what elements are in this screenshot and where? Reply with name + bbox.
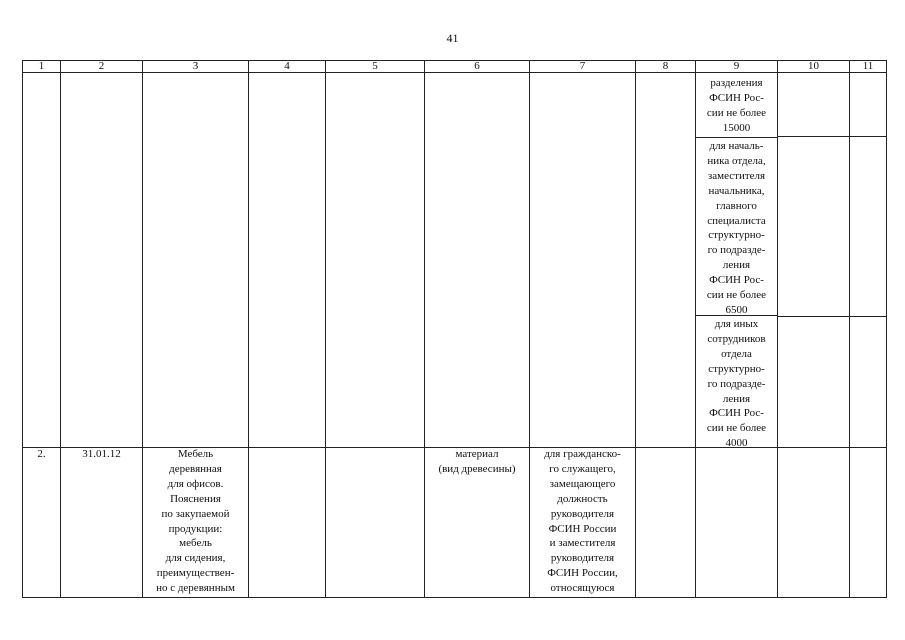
header-col-6: 6: [474, 60, 480, 72]
text-line: ФСИН России,: [547, 567, 618, 580]
text-line: деревянная: [169, 462, 222, 475]
text-line: ника отдела,: [707, 154, 766, 167]
col-border-5: [424, 60, 425, 598]
col-border-11: [886, 60, 887, 598]
col9-block1-divider: [695, 137, 777, 138]
text-line: ления: [722, 259, 751, 272]
text-line: го служащего,: [549, 462, 616, 475]
text-line: сии не более: [706, 422, 767, 435]
text-line: для сидения,: [165, 552, 226, 565]
text-line: и заместителя: [549, 537, 616, 550]
text-line: структурно-: [708, 229, 765, 242]
text-line: относящуюся: [550, 582, 615, 595]
text-line: ления: [722, 392, 751, 405]
col-border-10: [849, 60, 850, 598]
col-border-4: [325, 60, 326, 598]
page-number: 41: [446, 31, 459, 45]
text-line: разделения: [710, 77, 763, 89]
col-border-9: [777, 60, 778, 598]
col10-11-divider-1: [777, 136, 886, 137]
header-col-9: 9: [733, 60, 740, 72]
text-line: для иных: [714, 318, 759, 330]
header-col-3: 3: [192, 60, 199, 72]
col-border-3: [248, 60, 249, 598]
header-col-1: 1: [38, 60, 45, 72]
text-line: ФСИН России: [548, 522, 617, 535]
text-line: Мебель: [177, 448, 214, 460]
text-line: ФСИН Рос-: [709, 91, 764, 104]
text-line: структурно-: [708, 362, 765, 375]
text-line: для гражданско-: [544, 448, 621, 460]
row2-description: [143, 447, 248, 596]
text-line: сии не более: [706, 106, 767, 119]
text-line: продукции:: [168, 522, 223, 535]
row2-number: 2.: [37, 448, 46, 460]
text-line: заместителя: [707, 169, 766, 182]
col-border-7: [635, 60, 636, 598]
row2-characteristic: [425, 447, 529, 477]
text-line: 6500: [725, 303, 748, 316]
col-border-1: [60, 60, 61, 598]
text-line: сотрудников: [707, 332, 766, 345]
text-line: начальника,: [708, 184, 765, 197]
header-col-10: 10: [808, 60, 819, 72]
table-bottom-border: [22, 597, 886, 598]
text-line: материал: [455, 448, 499, 460]
text-line: сии не более: [706, 289, 767, 302]
text-line: должность: [557, 492, 608, 505]
text-line: ФСИН Рос-: [709, 407, 764, 420]
text-line: руководителя: [550, 552, 615, 565]
header-bottom-border: [22, 72, 886, 73]
row2-code: 31.01.12: [82, 448, 121, 460]
col9-block-3: [696, 317, 777, 451]
header-col-7: 7: [579, 60, 586, 72]
text-line: главного: [716, 199, 757, 212]
header-col-4: 4: [284, 60, 290, 72]
header-col-8: 8: [662, 60, 669, 72]
text-line: Пояснения: [170, 492, 221, 505]
text-line: 4000: [725, 437, 748, 450]
text-line: го подразде-: [707, 377, 766, 390]
text-line: отдела: [721, 347, 752, 360]
text-line: по закупаемой: [161, 507, 230, 520]
header-col-2: 2: [98, 60, 105, 72]
col9-block-1: [696, 76, 777, 136]
col9-block-2: [696, 139, 777, 318]
text-line: замещающего: [549, 477, 616, 490]
text-line: для началь-: [709, 140, 764, 152]
col-border-0: [22, 60, 23, 598]
text-line: преимуществен-: [156, 567, 235, 580]
header-col-5: 5: [372, 60, 378, 72]
text-line: мебель: [179, 537, 212, 550]
text-line: (вид древесины): [438, 462, 516, 475]
col10-11-divider-2: [777, 316, 886, 317]
row2-value-description: [530, 447, 635, 596]
text-line: специалиста: [707, 214, 766, 227]
header-col-11: 11: [862, 60, 874, 72]
text-line: ФСИН Рос-: [709, 274, 764, 287]
text-line: руководителя: [550, 507, 615, 520]
text-line: для офисов.: [167, 477, 224, 490]
text-line: 15000: [722, 121, 751, 134]
text-line: го подразде-: [707, 244, 766, 257]
text-line: но с деревянным: [156, 582, 235, 595]
